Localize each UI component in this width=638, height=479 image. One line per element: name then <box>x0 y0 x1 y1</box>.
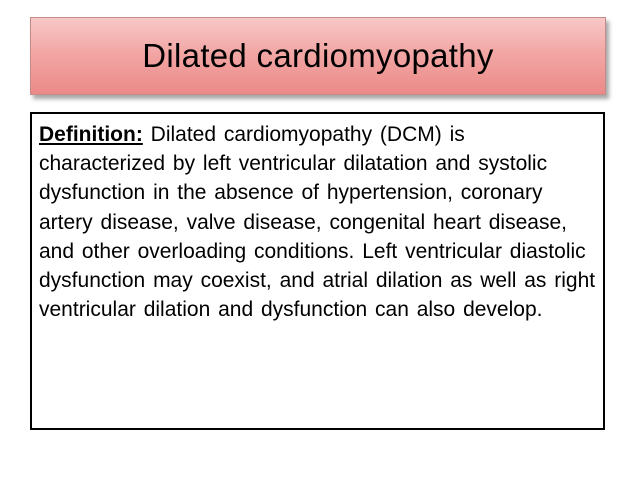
definition-label: Definition: <box>39 123 143 146</box>
title-banner <box>30 17 606 95</box>
definition-box <box>30 112 605 430</box>
definition-paragraph <box>39 120 597 324</box>
definition-text: Dilated cardiomyopathy (DCM) is characterized by left ventricular dilatation and systolic dysfunction in the absence of hypertension, coronary artery disease, valve disease, congenital heart disease, and other overloading conditions. Left ventricular diastolic dysfunction may coexist, and atrial dilation as well as right ventricular dilation and dysfunction can also develop. <box>39 123 596 322</box>
slide-title: Dilated cardiomyopathy <box>142 37 494 74</box>
